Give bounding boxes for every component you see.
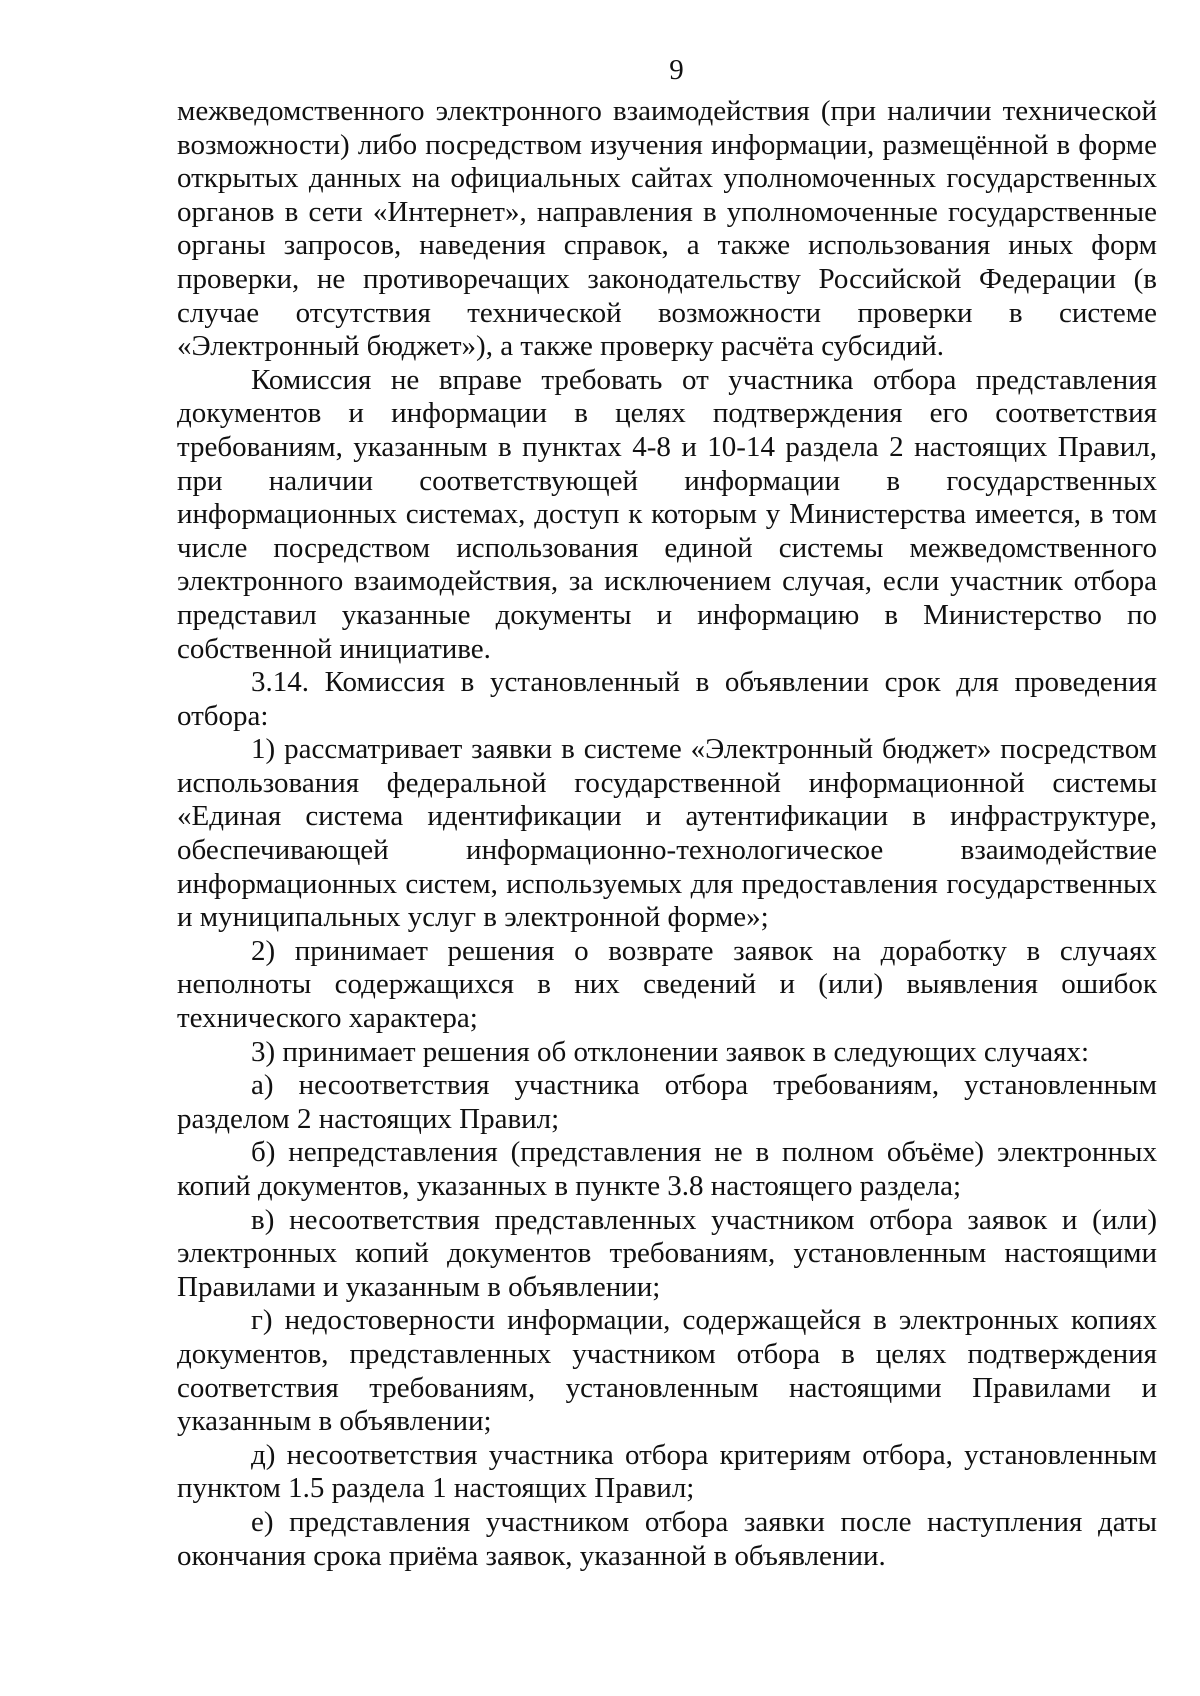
paragraph-continuation: межведомственного электронного взаимодействия (при наличии технической возможности) либо посредством изучения информации, размещённой в форме открытых данных на официальных сайтах уполномоченных государственных органов в сети «Интернет», направления в уполномоченные государственные органы запросов, наведения справок, а также использования иных форм проверки, не противоречащих законодательству Российской Федерации (в случае отсутствия технической возможности проверки в системе «Электронный бюджет»), а также проверку расчёта субсидий. [177, 95, 1157, 363]
paragraph-3-14: 3.14. Комиссия в установленный в объявлении срок для проведения отбора: [177, 666, 1157, 732]
document-body [177, 95, 1157, 1573]
list-item-2: 2) принимает решения о возврате заявок на доработку в случаях неполноты содержащихся в них сведений и (или) выявления ошибок технического характера; [177, 934, 1157, 1035]
list-item-1: 1) рассматривает заявки в системе «Электронный бюджет» посредством использования федеральной государственной информационной системы «Единая система идентификации и аутентификации в инфраструктуре, обеспечивающей информационно-технологическое взаимодействие информационных систем, используемых для предоставления государственных и муниципальных услуг в электронной форме»; [177, 733, 1157, 934]
list-item-3: 3) принимает решения об отклонении заявок в следующих случаях: [251, 1035, 1090, 1068]
sub-item-d: д) несоответствия участника отбора критериям отбора, установленным пунктом 1.5 раздела 1 настоящих Правил; [177, 1438, 1157, 1505]
page-number: 9 [669, 54, 684, 86]
sub-item-e: е) представления участником отбора заявки после наступления даты окончания срока приёма заявок, указанной в объявлении. [177, 1505, 1157, 1572]
sub-item-a: а) несоответствия участника отбора требованиям, установленным разделом 2 настоящих Правил; [177, 1069, 1157, 1135]
sub-item-v: в) несоответствия представленных участником отбора заявок и (или) электронных копий документов требованиям, установленным настоящими Правилами и указанным в объявлении; [177, 1203, 1157, 1303]
sub-item-g: г) недостоверности информации, содержащейся в электронных копиях документов, представленных участником отбора в целях подтверждения соответствия требованиям, установленным настоящими Правилами и указанным в объявлении; [177, 1304, 1157, 1438]
paragraph-commission-restriction: Комиссия не вправе требовать от участника отбора представления документов и информации в целях подтверждения его соответствия требованиям, указанным в пунктах 4-8 и 10-14 раздела 2 настоящих Правил, при наличии соответствующей информации в государственных информационных системах, доступ к которым у Министерства имеется, в том числе посредством использования единой системы межведомственного электронного взаимодействия, за исключением случая, если участник отбора представил указанные документы и информацию в Министерство по собственной инициативе. [177, 363, 1157, 665]
sub-item-b: б) непредставления (представления не в полном объёме) электронных копий документов, указанных в пункте 3.8 настоящего раздела; [177, 1136, 1157, 1202]
